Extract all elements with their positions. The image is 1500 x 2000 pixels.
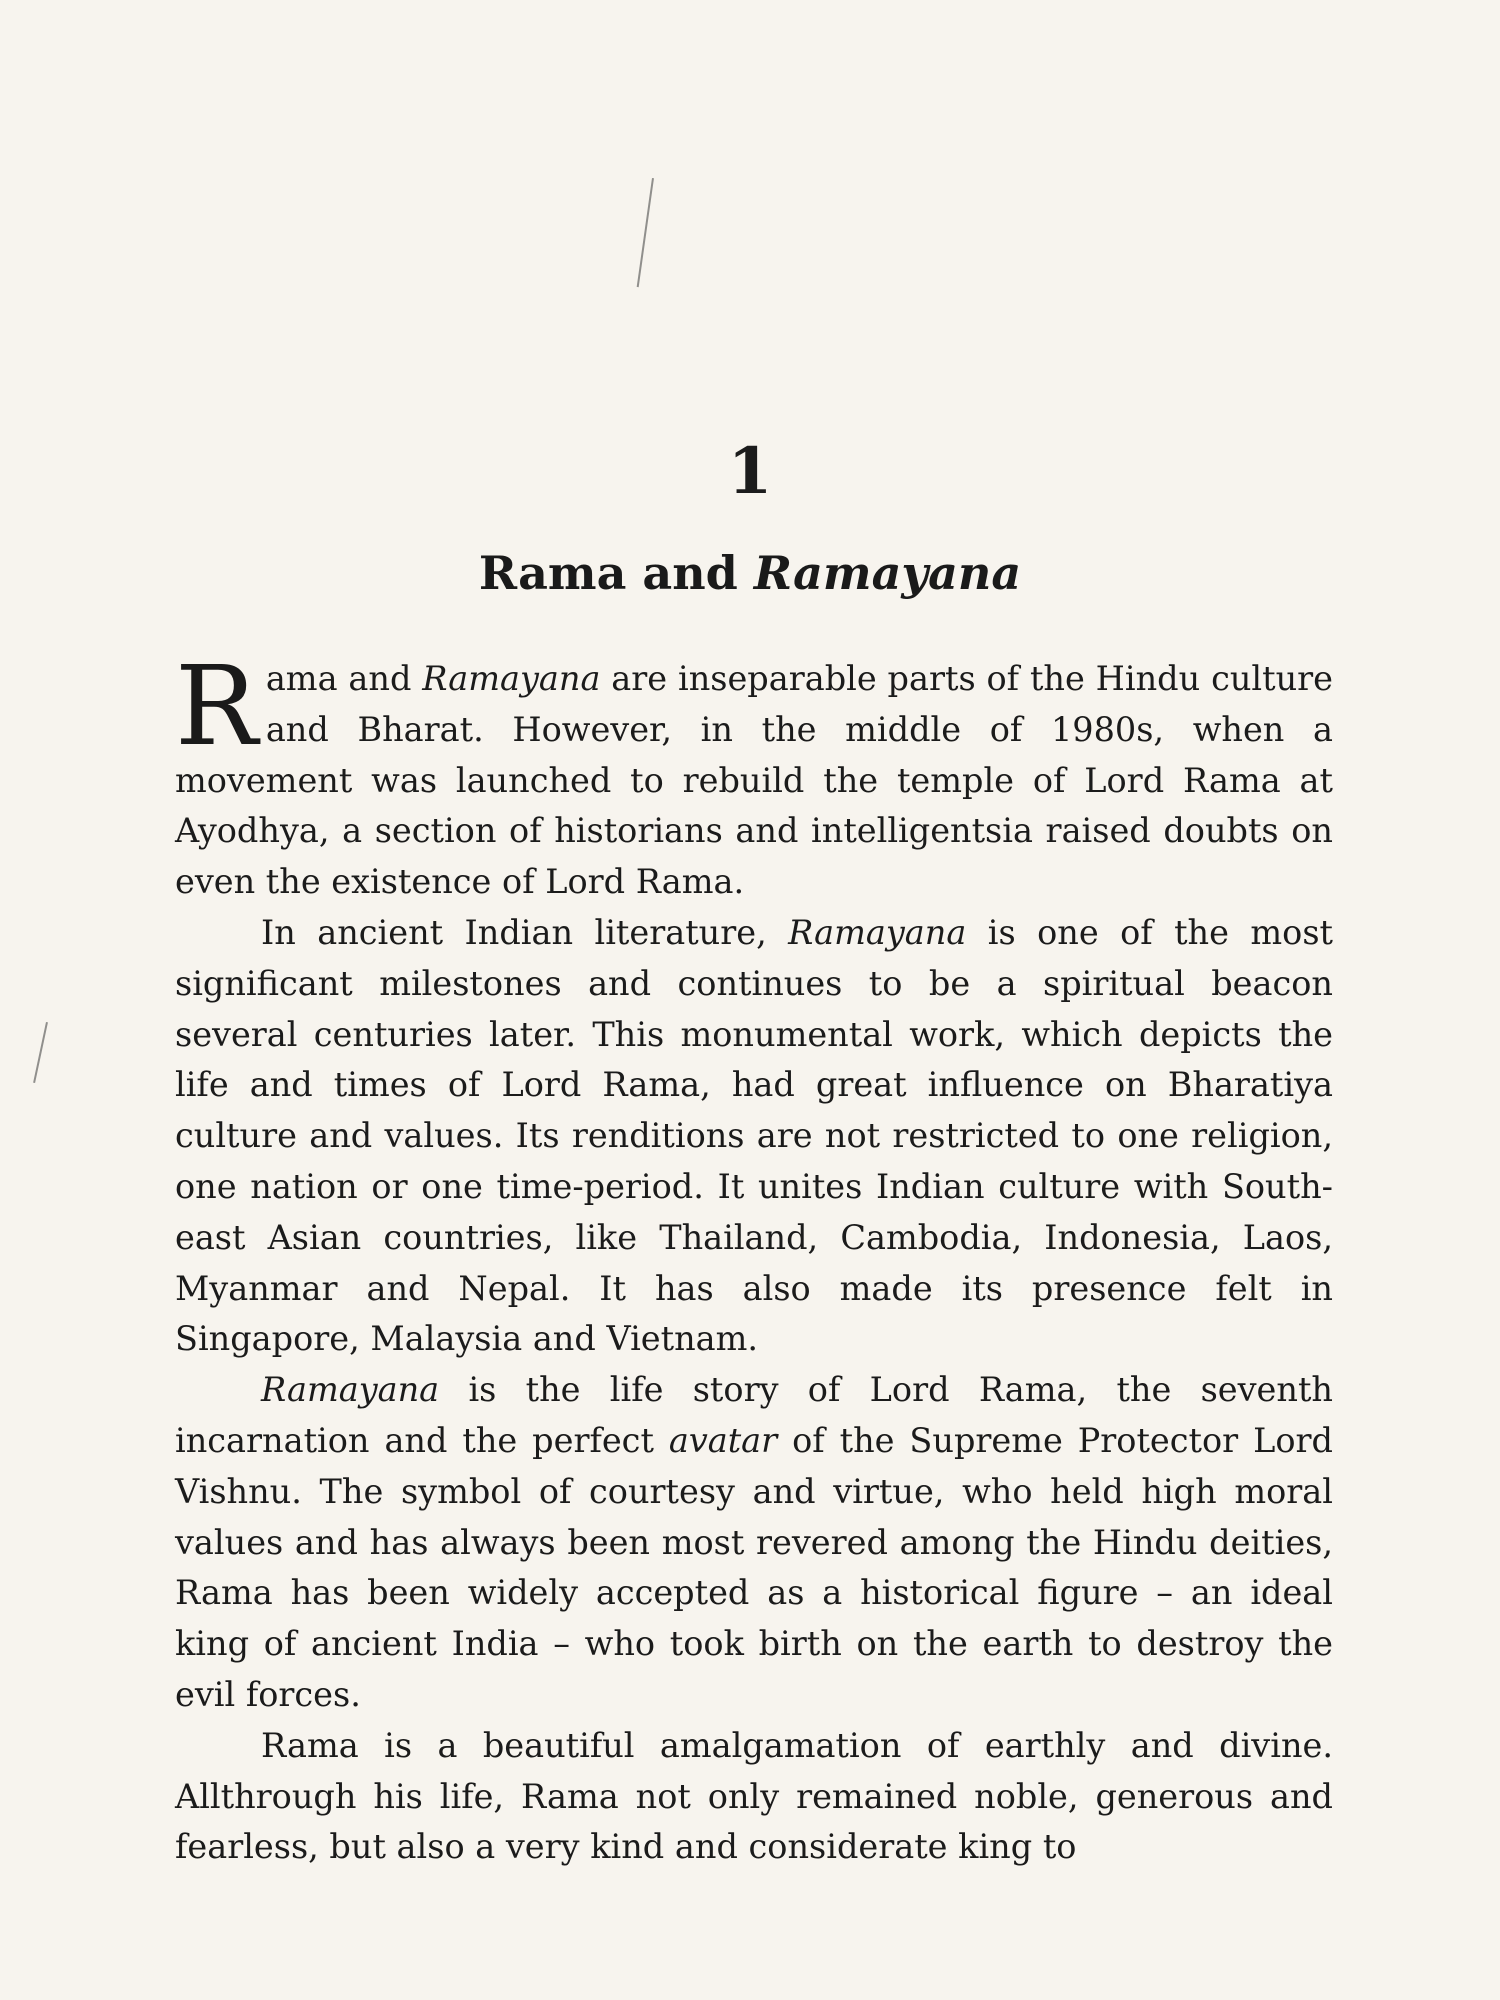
- p2-seg0: In ancient Indian literature,: [261, 912, 789, 952]
- p1-seg1-italic: Ramayana: [422, 659, 601, 698]
- chapter-title-italic: Ramayana: [753, 546, 1022, 600]
- chapter-title: [0, 548, 1500, 599]
- paragraph-4: [175, 1721, 1333, 1873]
- p3-seg2-italic: avatar: [668, 1420, 778, 1460]
- paragraph-1: [175, 642, 1333, 908]
- p3-seg1: is the life story of Lord Rama, the seventh incarnation and the perfect: [175, 1370, 1333, 1460]
- pencil-mark-margin: [33, 1022, 48, 1083]
- paragraph-3: [175, 1365, 1333, 1721]
- pencil-mark-top: [637, 178, 654, 287]
- p2-seg1-italic: Ramayana: [788, 912, 967, 952]
- chapter-body: [175, 642, 1333, 1873]
- paragraph-2: [175, 908, 1333, 1365]
- p4-seg0: Rama is a beautiful amalgamation of earthly and divine. Allthrough his life, Rama not only remained noble, generous and fearless, but also a very kind and considerate king to: [175, 1725, 1333, 1867]
- p2-seg2: is one of the most significant milestones and continues to be a spiritual beacon several centuries later. This monumental work, which depicts the life and times of Lord Rama, had great influence on Bharatiya culture and values. Its renditions are not restricted to one religion, one nation or one time-period. It unites Indian culture with South-east Asian countries, like Thailand, Cambodia, Indonesia, Laos, Myanmar and Nepal. It has also made its presence felt in Singapore, Malaysia and Vietnam.: [175, 912, 1333, 1359]
- drop-cap: R: [175, 642, 258, 770]
- p3-seg0-italic: Ramayana: [261, 1370, 440, 1410]
- chapter-number: 1: [727, 434, 773, 509]
- p3-seg3: of the Supreme Protector Lord Vishnu. The symbol of courtesy and virtue, who held high moral values and has always been most revered among the Hindu deities, Rama has been widely accepted as a historical figure – an ideal king of ancient India – who took birth on the earth to destroy the evil forces.: [175, 1420, 1333, 1714]
- p1-seg0: ama and: [265, 659, 423, 698]
- chapter-title-plain: Rama and: [478, 546, 738, 600]
- p1-seg2: are inseparable parts of the Hindu culture and Bharat. However, in the middle of 1980s, when a movement was launched to rebuild the temple of Lord Rama at Ayodhya, a section of historians and intelligentsia raised doubts on even the existence of Lord Rama.: [175, 659, 1333, 902]
